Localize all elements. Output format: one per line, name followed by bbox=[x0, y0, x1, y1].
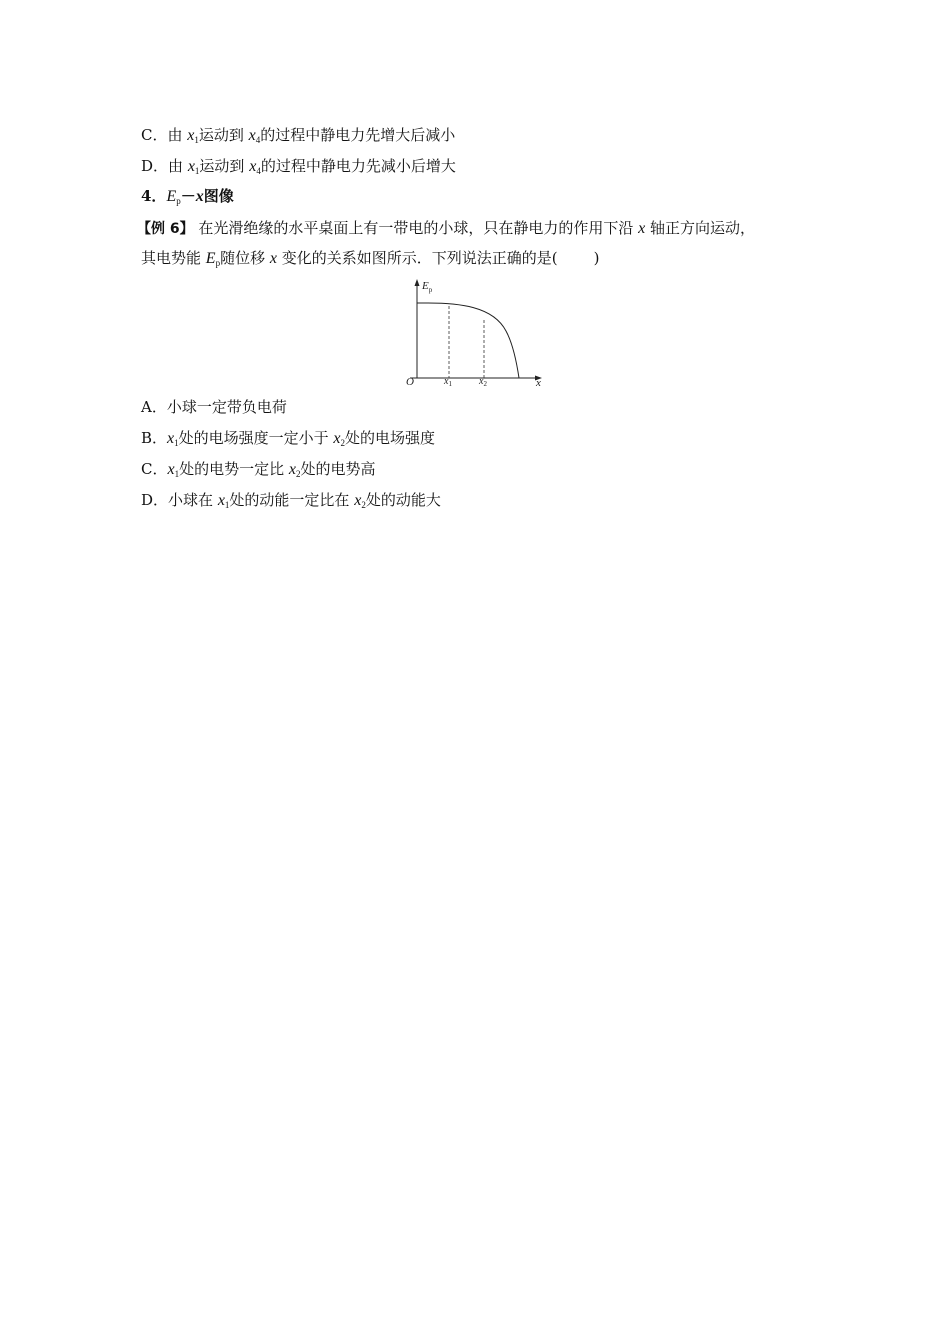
example-text: ) bbox=[593, 249, 600, 267]
origin-label: O bbox=[406, 376, 414, 388]
var: x bbox=[217, 492, 225, 509]
example-text: 随位移 bbox=[220, 249, 270, 267]
section-label: 图像 bbox=[203, 187, 234, 205]
subscript: 4 bbox=[256, 166, 261, 176]
option-letter: D． bbox=[141, 491, 169, 509]
var: x bbox=[167, 430, 175, 447]
var: x bbox=[288, 461, 296, 478]
option-letter: D． bbox=[141, 157, 169, 175]
var: x bbox=[167, 461, 175, 478]
example-text: 在光滑绝缘的水平桌面上有一带电的小球，只在静电力的作用下沿 bbox=[193, 219, 639, 237]
option-text: 处的动能一定比在 bbox=[229, 491, 355, 509]
x-axis-label: x bbox=[536, 377, 541, 388]
example-tag: 【例 6】 bbox=[137, 221, 194, 237]
subscript: p bbox=[176, 196, 181, 206]
option-d-prev bbox=[141, 156, 456, 181]
option-letter: C． bbox=[141, 126, 168, 144]
var: x bbox=[638, 220, 646, 237]
option-text: 的过程中静电力先增大后减小 bbox=[260, 126, 456, 144]
option-d bbox=[141, 490, 441, 515]
subscript: 1 bbox=[224, 500, 230, 510]
option-a bbox=[141, 397, 287, 417]
var: x bbox=[187, 127, 195, 144]
example-line-1 bbox=[137, 218, 755, 239]
subscript: p bbox=[215, 258, 221, 268]
option-c-prev bbox=[141, 125, 455, 150]
example-text: 其电势能 bbox=[141, 249, 206, 267]
option-text: 处的电势一定比 bbox=[179, 460, 289, 478]
option-text: 处的动能大 bbox=[365, 491, 441, 509]
var: x bbox=[249, 158, 257, 175]
example-text: 轴正方向运动， bbox=[645, 219, 756, 237]
option-c bbox=[141, 459, 376, 484]
var: x bbox=[354, 492, 362, 509]
var: E bbox=[166, 188, 177, 205]
ep-x-graph bbox=[398, 276, 548, 388]
section-number: 4． bbox=[141, 187, 167, 205]
y-axis-arrow bbox=[415, 279, 420, 286]
var: E bbox=[205, 250, 216, 267]
option-text: 运动到 bbox=[199, 157, 250, 175]
tick-x2-label: $x_2$ bbox=[479, 376, 487, 388]
option-text: 处的电场强度 bbox=[345, 429, 436, 447]
subscript: 1 bbox=[194, 135, 199, 145]
var: x bbox=[269, 250, 277, 267]
option-text: 由 bbox=[168, 157, 188, 175]
var: x bbox=[248, 127, 256, 144]
option-b bbox=[141, 428, 435, 453]
option-text: 小球在 bbox=[168, 491, 218, 509]
subscript: 1 bbox=[174, 469, 180, 479]
subscript: 1 bbox=[194, 166, 200, 176]
option-text: 的过程中静电力先减小后增大 bbox=[260, 157, 456, 175]
tick-x1-label: $x_1$ bbox=[444, 376, 452, 388]
option-text: 处的电势高 bbox=[300, 460, 376, 478]
example-text: 变化的关系如图所示．下列说法正确的是( bbox=[276, 249, 558, 267]
section-heading bbox=[141, 186, 234, 211]
subscript: 4 bbox=[255, 135, 261, 145]
var: x bbox=[195, 188, 204, 205]
var: x bbox=[187, 158, 195, 175]
option-letter: C． bbox=[141, 460, 168, 478]
subscript: 2 bbox=[361, 500, 366, 510]
option-text: 处的电场强度一定小于 bbox=[178, 429, 334, 447]
option-text: 小球一定带负电荷 bbox=[166, 398, 287, 416]
example-line-2 bbox=[141, 248, 599, 273]
subscript: 1 bbox=[174, 438, 179, 448]
var: x bbox=[333, 430, 341, 447]
y-axis-label: $E_p$ bbox=[422, 280, 433, 294]
option-text: 运动到 bbox=[198, 126, 249, 144]
subscript: 2 bbox=[340, 438, 346, 448]
ep-curve bbox=[417, 303, 519, 378]
subscript: 2 bbox=[295, 469, 301, 479]
option-text: 由 bbox=[167, 126, 188, 144]
section-dash: － bbox=[180, 187, 196, 205]
option-letter: B． bbox=[141, 429, 168, 447]
option-letter: A． bbox=[141, 398, 167, 416]
